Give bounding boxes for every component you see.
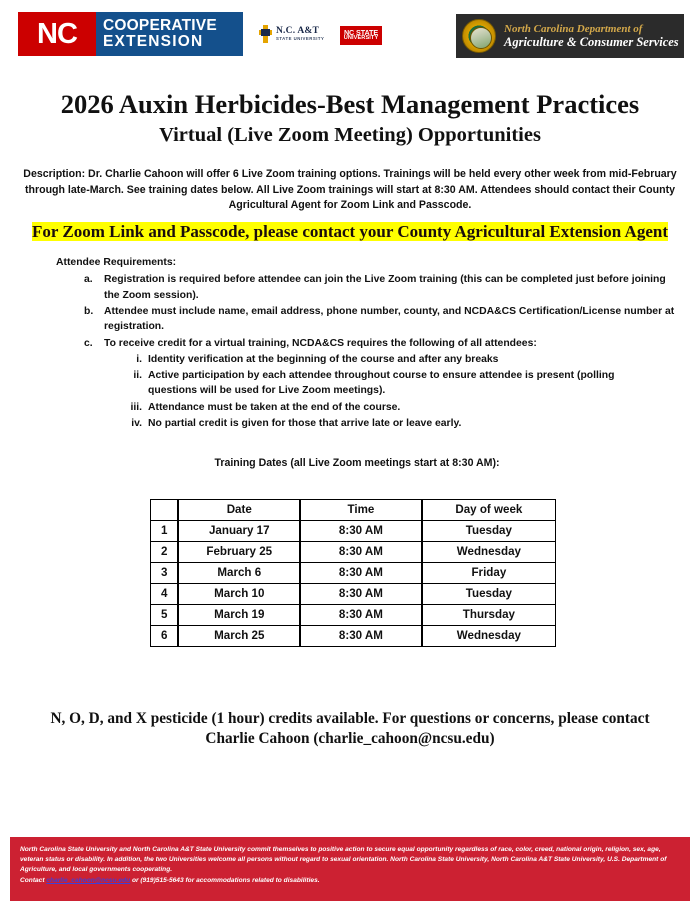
credits-contact-block bbox=[0, 709, 700, 749]
cell-index: 2 bbox=[151, 542, 179, 563]
nc-at-name: N.C. A&T bbox=[276, 26, 320, 37]
footer-email-link[interactable]: charlie_cahoon@ncsu.edu bbox=[46, 876, 131, 884]
list-text: Registration is required before attendee can join the Live Zoom training (this can be completed just before joining the Zoom session). bbox=[104, 274, 666, 301]
list-text: No partial credit is given for those that arrive late or leave early. bbox=[148, 418, 462, 430]
zoom-link-highlight-text: For Zoom Link and Passcode, please contact your County Agricultural Extension Agent bbox=[32, 221, 668, 241]
cell-index: 3 bbox=[151, 563, 179, 584]
column-header-day: Day of week bbox=[422, 500, 556, 521]
cell-time: 8:30 AM bbox=[300, 542, 422, 563]
list-marker: iv. bbox=[131, 418, 142, 430]
nc-at-subtitle: STATE UNIVERSITY bbox=[276, 35, 325, 41]
table-row bbox=[151, 605, 556, 626]
list-item bbox=[84, 336, 700, 351]
cooperative-text: COOPERATIVE bbox=[103, 17, 217, 35]
requirements-sublist bbox=[126, 352, 700, 431]
ncda-cs-logo bbox=[456, 14, 684, 58]
training-dates-table bbox=[150, 499, 556, 647]
credits-line-2: Charlie Cahoon (charlie_cahoon@ncsu.edu) bbox=[205, 730, 495, 748]
cell-day: Friday bbox=[422, 563, 556, 584]
requirements-list bbox=[84, 272, 700, 431]
list-text: Identity verification at the beginning of the course and after any breaks bbox=[148, 353, 499, 365]
nc-state-name: NC STATE bbox=[343, 27, 379, 37]
nc-monogram-text: NC bbox=[37, 17, 77, 50]
list-marker: b. bbox=[84, 305, 94, 317]
cell-time: 8:30 AM bbox=[300, 626, 422, 647]
cell-day: Tuesday bbox=[422, 521, 556, 542]
column-header-index bbox=[151, 500, 179, 521]
list-text: To receive credit for a virtual training, NCDA&CS requires the following of all attendees: bbox=[104, 337, 537, 349]
table-header-row bbox=[151, 500, 556, 521]
nc-at-wordmark bbox=[276, 27, 324, 41]
list-marker: a. bbox=[84, 274, 93, 286]
cell-index: 1 bbox=[151, 521, 179, 542]
column-header-date: Date bbox=[178, 500, 300, 521]
attendee-requirements-section bbox=[56, 255, 700, 431]
cell-index: 6 bbox=[151, 626, 179, 647]
extension-text: EXTENSION bbox=[103, 33, 204, 50]
training-dates-heading: Training Dates (all Live Zoom meetings start at 8:30 AM): bbox=[214, 457, 500, 470]
list-item bbox=[126, 352, 700, 367]
nc-cooperative-extension-logo bbox=[18, 12, 243, 56]
cell-date: March 25 bbox=[178, 626, 300, 647]
attendee-requirements-heading: Attendee Requirements: bbox=[56, 257, 177, 269]
column-header-time: Time bbox=[300, 500, 422, 521]
list-item bbox=[126, 368, 700, 399]
list-text: Active participation by each attendee throughout course to ensure attendee is present (polling questions will be used for Live Zoom meetings). bbox=[148, 370, 615, 397]
description-body: Dr. Charlie Cahoon will offer 6 Live Zoom training options. Trainings will be held every other week from mid-February through late-March. See training dates below. All Live Zoom trainings will start at 8:30 AM. Attendees should contact their County Agricultural Agent for Zoom Link and Passcode. bbox=[24, 167, 677, 212]
table-row bbox=[151, 521, 556, 542]
ncda-wordmark bbox=[504, 23, 679, 49]
page-subtitle: Virtual (Live Zoom Meeting) Opportunities bbox=[159, 124, 541, 147]
table-row bbox=[151, 626, 556, 647]
list-marker: ii. bbox=[133, 370, 142, 382]
list-item bbox=[84, 304, 700, 335]
zoom-link-highlight-block bbox=[0, 221, 700, 243]
nc-state-logo bbox=[340, 26, 382, 45]
credits-line-1: N, O, D, and X pesticide (1 hour) credits available. For questions or concerns, please contact bbox=[50, 710, 650, 728]
footer-contact-suffix: or (919)515-5643 for accommodations related to disabilities. bbox=[130, 876, 320, 884]
cell-day: Wednesday bbox=[422, 542, 556, 563]
cooperative-extension-wordmark bbox=[96, 12, 243, 56]
cell-time: 8:30 AM bbox=[300, 521, 422, 542]
list-marker: iii. bbox=[130, 401, 142, 413]
list-item bbox=[126, 416, 700, 431]
ncda-line2: Agriculture & Consumer Services bbox=[504, 35, 679, 50]
cell-time: 8:30 AM bbox=[300, 584, 422, 605]
footer-contact-line bbox=[20, 876, 680, 886]
table-row bbox=[151, 584, 556, 605]
list-text: Attendee must include name, email address, phone number, county, and NCDA&CS Certification/License number at registration. bbox=[104, 305, 675, 333]
ncda-seal-icon bbox=[462, 19, 496, 53]
page-title: 2026 Auxin Herbicides-Best Management Practices bbox=[60, 89, 640, 119]
training-dates-table-wrapper bbox=[0, 499, 700, 647]
nc-state-subtitle: UNIVERSITY bbox=[343, 35, 379, 42]
description-label: Description: bbox=[23, 167, 86, 180]
table-row bbox=[151, 563, 556, 584]
description-paragraph bbox=[18, 167, 682, 214]
cell-day: Thursday bbox=[422, 605, 556, 626]
cell-index: 4 bbox=[151, 584, 179, 605]
footer-contact-prefix: Contact bbox=[20, 876, 47, 884]
header-logo-bar bbox=[0, 0, 700, 72]
cell-date: March 10 bbox=[178, 584, 300, 605]
footer-statement: North Carolina State University and North Carolina A&T State University commit themselves to positive action to secure equal opportunity regardless of race, color, creed, national origin, religion, sex, age, veteran status or disability. In addition, the two Universities welcome all persons without regard to sexual orientation. North Carolina State University, North Carolina A&T State University, U.S. Department of Agriculture, and local governments cooperating. bbox=[20, 846, 667, 874]
cell-day: Wednesday bbox=[422, 626, 556, 647]
list-item bbox=[126, 400, 700, 415]
cell-date: January 17 bbox=[178, 521, 300, 542]
cell-day: Tuesday bbox=[422, 584, 556, 605]
cell-time: 8:30 AM bbox=[300, 563, 422, 584]
cell-index: 5 bbox=[151, 605, 179, 626]
ncda-line1: North Carolina Department of bbox=[504, 22, 643, 35]
aggie-bulldog-icon bbox=[258, 24, 273, 44]
table-row bbox=[151, 542, 556, 563]
cell-date: March 6 bbox=[178, 563, 300, 584]
cell-date: February 25 bbox=[178, 542, 300, 563]
cell-time: 8:30 AM bbox=[300, 605, 422, 626]
list-marker: i. bbox=[136, 353, 142, 365]
equal-opportunity-footer bbox=[10, 837, 690, 901]
nc-at-logo bbox=[258, 24, 324, 44]
list-text: Attendance must be taken at the end of the course. bbox=[148, 401, 401, 413]
cell-date: March 19 bbox=[178, 605, 300, 626]
list-marker: c. bbox=[84, 337, 93, 349]
document-title-block bbox=[0, 88, 700, 149]
nc-monogram-block bbox=[18, 12, 96, 56]
list-item bbox=[84, 272, 700, 303]
